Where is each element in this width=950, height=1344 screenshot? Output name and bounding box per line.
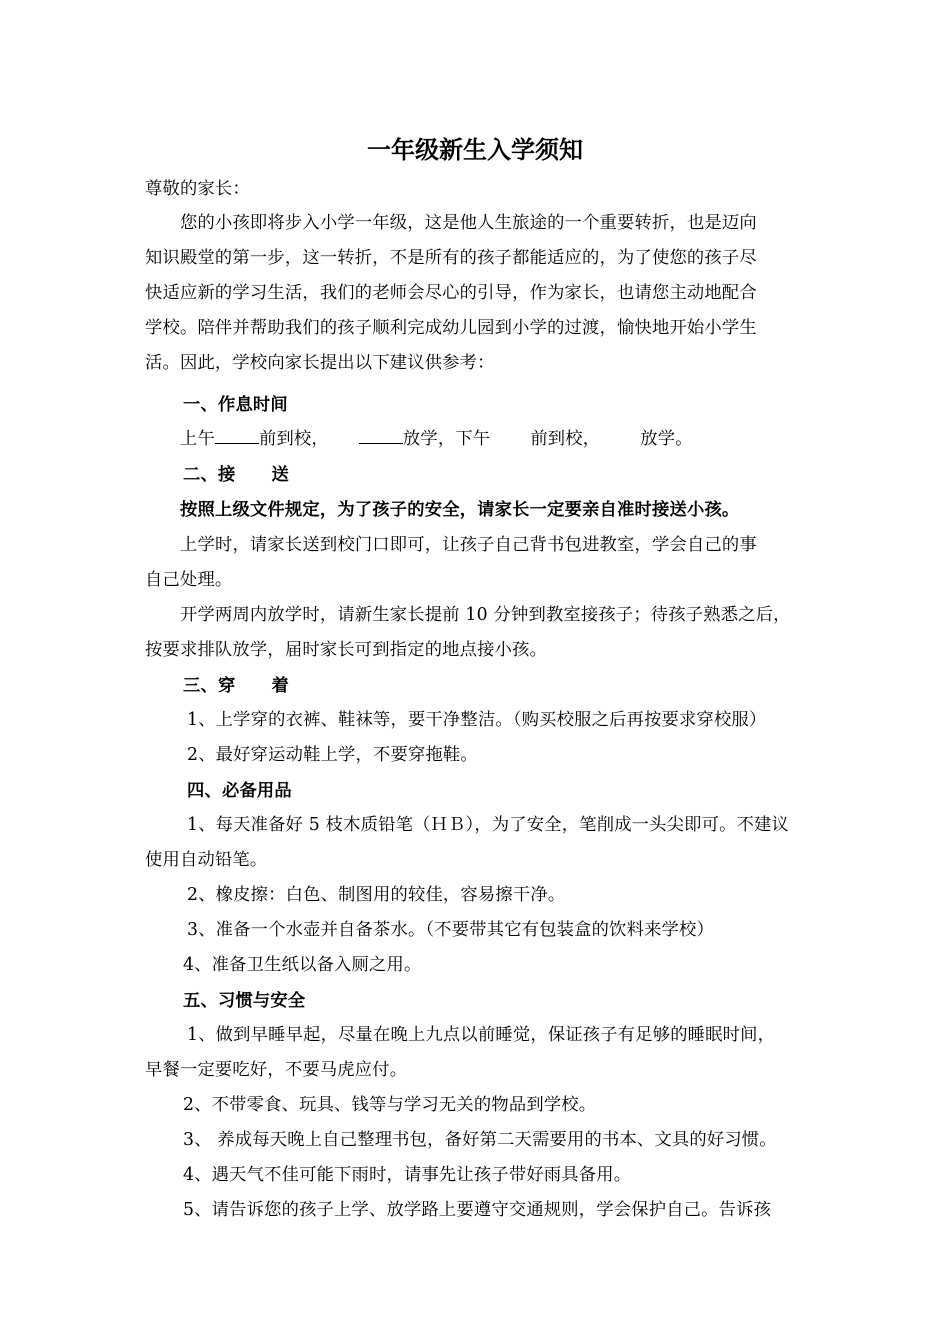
habits-item-5: 5、请告诉您的孩子上学、放学路上要遵守交通规则，学会保护自己。告诉孩 [183,1200,772,1220]
clothing-item-1: 1、上学穿的衣裤、鞋袜等，要干净整洁。（购买校服之后再按要求穿校服） [187,710,767,730]
intro-line-4: 学校。陪伴并帮助我们的孩子顺利完成幼儿园到小学的过渡，愉快地开始小学生 [145,318,757,338]
supplies-item-3: 3、准备一个水壶并自备茶水。（不要带其它有包装盒的饮料来学校） [187,920,714,940]
section-heading-clothing-a: 三、穿 [183,676,236,696]
schedule-leave-pm: 放学。 [640,429,693,449]
schedule-arrive-pm: 前到校， [530,429,601,449]
intro-line-2: 知识殿堂的第一步，这一转折，不是所有的孩子都能适应的，为了使您的孩子尽 [145,248,757,268]
blank-am-arrive [215,426,259,444]
page-title: 一年级新生入学须知 [367,136,583,164]
habits-item-2: 2、不带零食、玩具、钱等与学习无关的物品到学校。 [183,1095,597,1115]
habits-item-1-line1: 1、做到早睡早起，尽量在晚上九点以前睡觉，保证孩子有足够的睡眠时间， [187,1025,776,1045]
section-heading-pickup-b: 送 [271,465,289,485]
section-heading-habits: 五、习惯与安全 [183,991,306,1011]
pickup-p2-line2: 按要求排队放学，届时家长可到指定的地点接小孩。 [145,640,548,660]
schedule-line [180,426,693,452]
schedule-arrive: 前到校， [258,429,329,449]
supplies-item-1-line1: 1、每天准备好 5 枝木质铅笔（ＨＢ），为了安全，笔削成一头尖即可。不建议 [187,815,790,835]
schedule-am: 上午 [180,429,215,449]
blank-am-leave [359,426,403,444]
section-heading-pickup [183,462,289,488]
section-heading-clothing-b: 着 [271,676,289,696]
section-heading-schedule: 一、作息时间 [183,395,288,415]
pickup-notice: 按照上级文件规定，为了孩子的安全，请家长一定要亲自准时接送小孩。 [180,500,740,520]
pickup-p1-line1: 上学时，请家长送到校门口即可，让孩子自己背书包进教室，学会自己的事 [180,535,757,555]
pickup-p1-line2: 自己处理。 [145,570,233,590]
intro-line-1: 您的小孩即将步入小学一年级，这是他人生旅途的一个重要转折，也是迈向 [180,213,757,233]
supplies-item-4: 4、准备卫生纸以备入厕之用。 [183,955,422,975]
habits-item-3: 3、 养成每天晚上自己整理书包，备好第二天需要用的书本、文具的好习惯。 [183,1130,777,1150]
section-heading-supplies: 四、必备用品 [187,781,292,801]
intro-line-5: 活。因此，学校向家长提出以下建议供参考： [145,353,495,373]
clothing-item-2: 2、最好穿运动鞋上学，不要穿拖鞋。 [187,745,478,765]
section-heading-clothing [183,673,289,699]
supplies-item-1-line2: 使用自动铅笔。 [145,850,268,870]
intro-line-3: 快适应新的学习生活，我们的老师会尽心的引导，作为家长，也请您主动地配合 [145,283,757,303]
pickup-p2-line1: 开学两周内放学时，请新生家长提前 10 分钟到教室接孩子；待孩子熟悉之后， [180,605,791,625]
habits-item-1-line2: 早餐一定要吃好，不要马虎应付。 [145,1060,408,1080]
greeting: 尊敬的家长： [145,179,250,199]
supplies-item-2: 2、橡皮擦：白色、制图用的较佳，容易擦干净。 [187,885,566,905]
schedule-leave: 放学，下午 [402,429,491,449]
section-heading-pickup-a: 二、接 [183,465,236,485]
habits-item-4: 4、遇天气不佳可能下雨时，请事先让孩子带好雨具备用。 [183,1165,632,1185]
